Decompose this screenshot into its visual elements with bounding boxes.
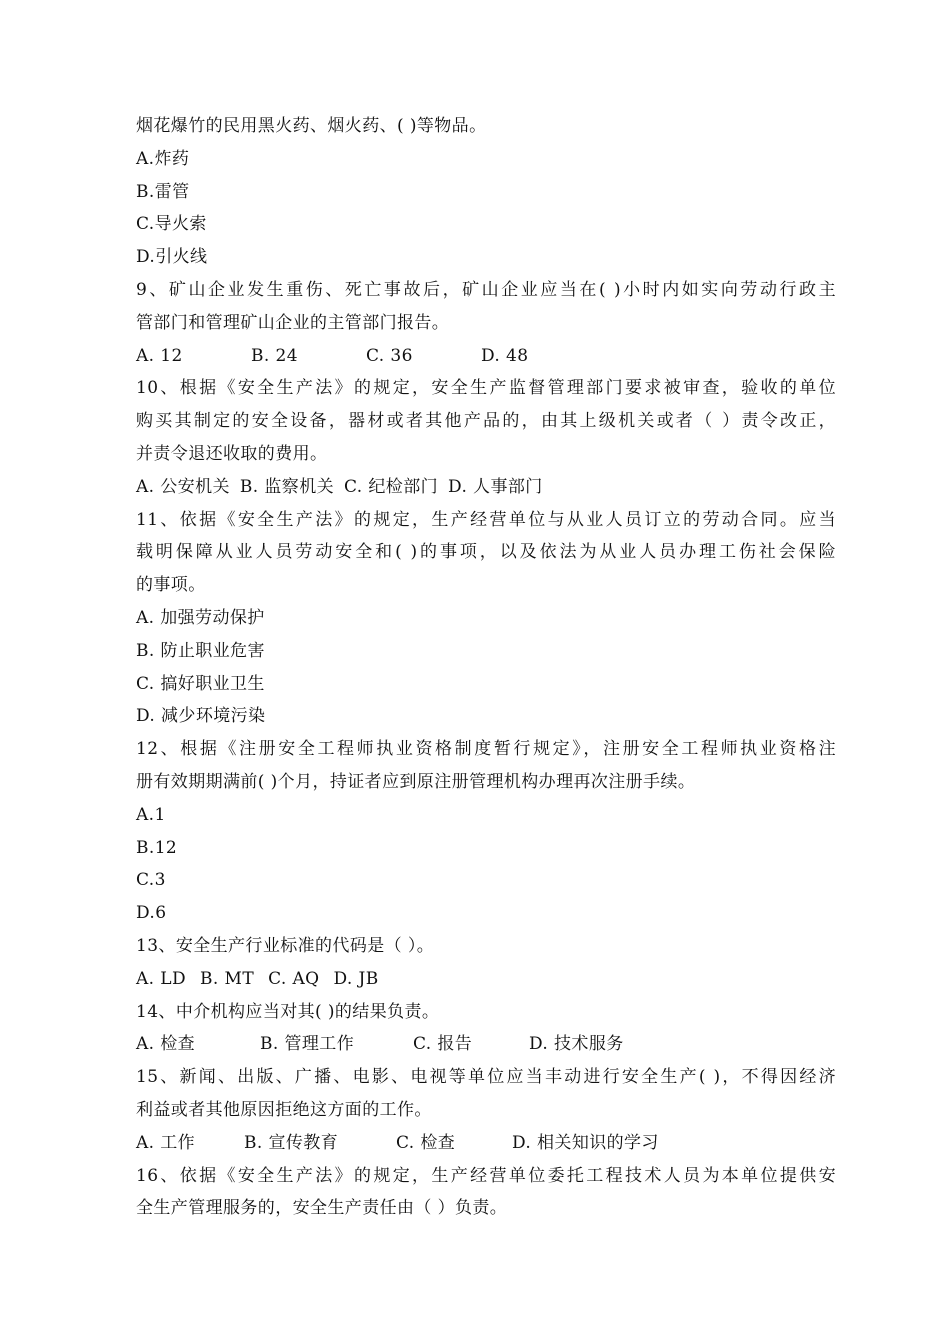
q16-stem-line-1: 16、依据《安全生产法》的规定，生产经营单位委托工程技术人员为本单位提供安 [136, 1165, 836, 1186]
q12-stem-line-2: 册有效期期满前( )个月，持证者应到原注册管理机构办理再次注册手续。 [136, 771, 696, 792]
q10-option-b: B. 监察机关 [239, 476, 334, 497]
q15-option-b: B. 宣传教育 [244, 1132, 339, 1153]
q13-option-d: D. JB [333, 968, 379, 989]
q9-option-d: D. 48 [481, 345, 529, 366]
q9-options [136, 340, 836, 373]
q12-option-a: A.1 [136, 804, 166, 825]
q15-options [136, 1127, 836, 1160]
q11-option-b: B. 防止职业危害 [136, 640, 265, 661]
q10-option-d: D. 人事部门 [448, 476, 543, 497]
q14-stem: 14、中介机构应当对其( )的结果负责。 [136, 1001, 440, 1022]
q12-option-c: C.3 [136, 870, 166, 891]
q8-option-a: A.炸药 [136, 148, 190, 169]
q15-option-a: A. 工作 [136, 1132, 196, 1153]
document-body [136, 110, 836, 1225]
q11-stem-line-2: 载明保障从业人员劳动安全和( )的事项，以及依法为从业人员办理工伤社会保险 [136, 542, 836, 563]
q9-option-a: A. 12 [136, 345, 183, 366]
q10-stem-line-2: 购买其制定的安全设备，器材或者其他产品的，由其上级机关或者（ ）责令改正， [136, 411, 836, 432]
q14-option-c: C. 报告 [413, 1034, 473, 1055]
q15-option-d: D. 相关知识的学习 [512, 1132, 659, 1153]
q9-option-c: C. 36 [366, 345, 413, 366]
q14-options [136, 1028, 836, 1061]
q13-option-a: A. LD [136, 968, 187, 989]
q12-stem-line-1: 12、根据《注册安全工程师执业资格制度暂行规定》，注册安全工程师执业资格注 [136, 739, 836, 760]
q11-stem-line-1: 11、依据《安全生产法》的规定，生产经营单位与从业人员订立的劳动合同。应当 [136, 509, 836, 530]
q15-option-c: C. 检查 [396, 1132, 456, 1153]
q13-options [136, 963, 836, 996]
q10-stem-line-1: 10、根据《安全生产法》的规定，安全生产监督管理部门要求被审查，验收的单位 [136, 378, 836, 399]
q16-stem-line-2: 全生产管理服务的，安全生产责任由（ ）负责。 [136, 1198, 508, 1219]
q13-stem: 13、安全生产行业标准的代码是（ ）。 [136, 935, 435, 956]
q11-stem-line-3: 的事项。 [136, 575, 206, 596]
q13-option-b: B. MT [200, 968, 255, 989]
q13-option-c: C. AQ [268, 968, 320, 989]
q8-stem-tail: 烟花爆竹的民用黑火药、烟火药、( )等物品。 [136, 116, 487, 136]
q8-option-b: B.雷管 [136, 181, 190, 202]
q11-option-d: D. 减少环境污染 [136, 706, 266, 727]
q10-options [136, 471, 836, 504]
q12-option-d: D.6 [136, 903, 167, 924]
q12-option-b: B.12 [136, 837, 178, 858]
q9-stem-line-1: 9、矿山企业发生重伤、死亡事故后，矿山企业应当在( )小时内如实向劳动行政主 [136, 279, 836, 300]
q11-option-a: A. 加强劳动保护 [136, 607, 265, 628]
q14-option-b: B. 管理工作 [260, 1034, 355, 1055]
q15-stem-line-1: 15、新闻、出版、广播、电影、电视等单位应当丰动进行安全生产( )，不得因经济 [136, 1067, 836, 1088]
q9-option-b: B. 24 [251, 345, 298, 366]
q14-option-d: D. 技术服务 [529, 1034, 624, 1055]
q15-stem-line-2: 利益或者其他原因拒绝这方面的工作。 [136, 1099, 432, 1120]
q8-option-c: C.导火索 [136, 214, 207, 235]
q8-option-d: D.引火线 [136, 247, 208, 268]
q10-option-c: C. 纪检部门 [344, 476, 439, 497]
q11-option-c: C. 搞好职业卫生 [136, 673, 265, 694]
q10-option-a: A. 公安机关 [136, 476, 230, 497]
q9-stem-line-2: 管部门和管理矿山企业的主管部门报告。 [136, 312, 450, 333]
q10-stem-line-3: 并责令退还收取的费用。 [136, 443, 328, 464]
q14-option-a: A. 检查 [136, 1034, 196, 1055]
